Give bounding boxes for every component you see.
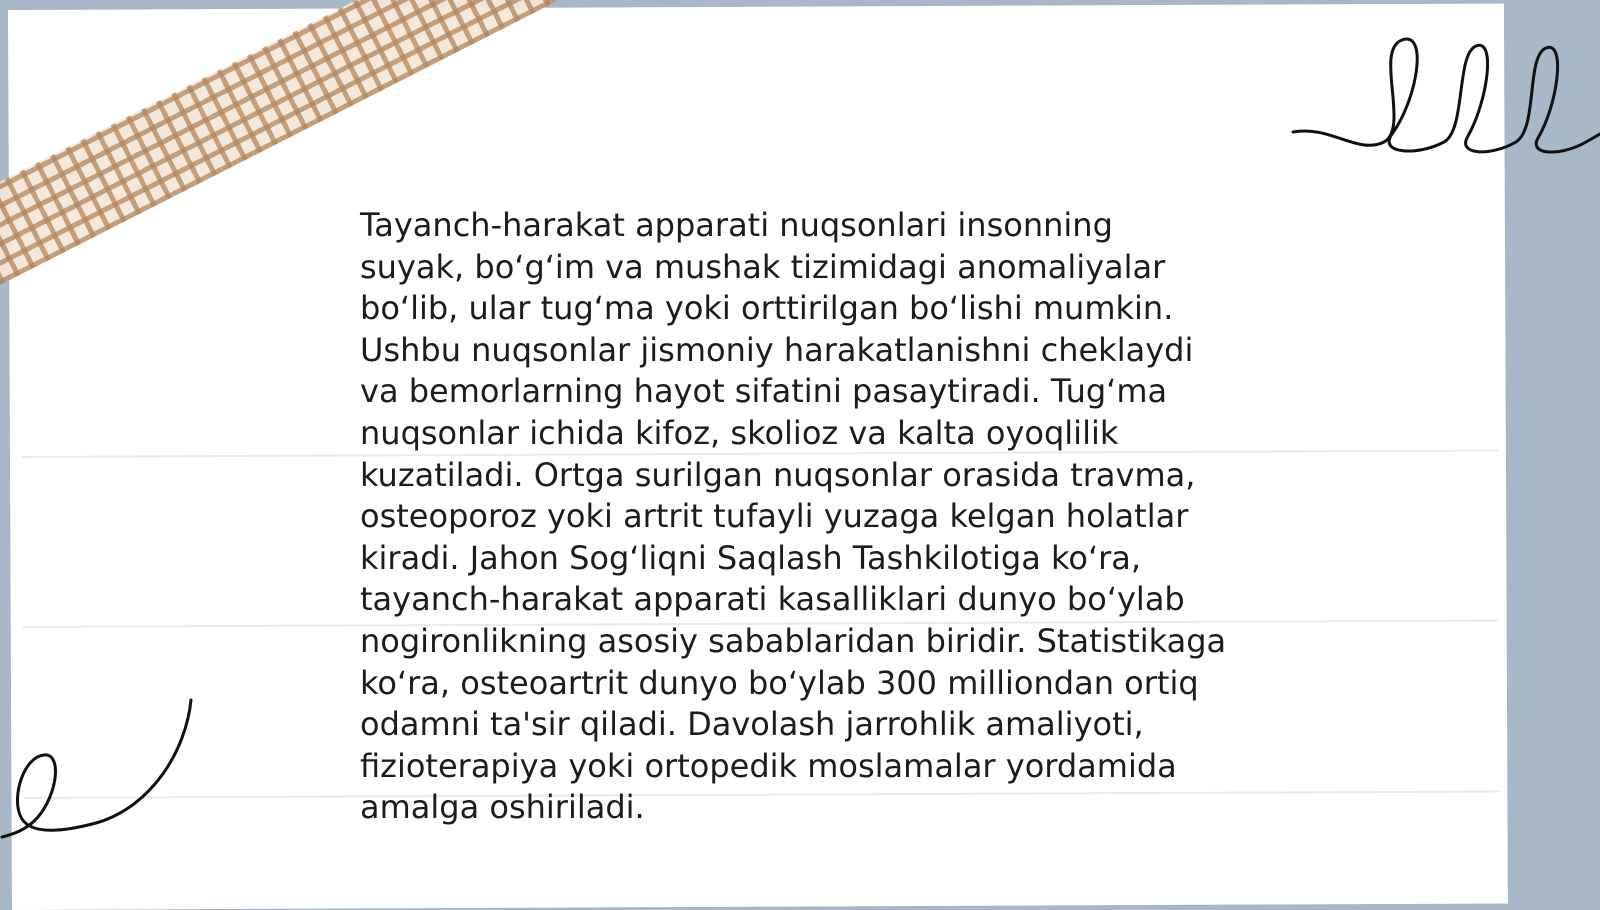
swirl-scribble-icon [0, 695, 205, 850]
body-paragraph: Tayanch-harakat apparati nuqsonlari insonning suyak, boʻgʻim va mushak tizimidagi anomaliyalar boʻlib, ular tugʻma yoki orttirilgan boʻlishi mumkin. Ushbu nuqsonlar jismoniy harakatlanishni cheklaydi va bemorlarning hayot sifatini pasaytiradi. Tugʻma nuqsonlar ichida kifoz, skolioz va kalta oyoqlilik kuzatiladi. Ortga surilgan nuqsonlar orasida travma, osteoporoz yoki artrit tufayli yuzaga kelgan holatlar kiradi. Jahon Sogʻliqni Saqlash Tashkilotiga koʻra, tayanch-harakat apparati kasalliklari dunyo boʻylab nogironlikning asosiy sabablaridan biridir. Statistikaga koʻra, osteoartrit dunyo boʻylab 300 milliondan ortiq odamni ta'sir qiladi. Davolash jarrohlik amaliyoti, fizioterapiya yoki ortopedik moslamalar yordamida amalga oshiriladi. [360, 206, 1227, 827]
loop-scribble-icon [1290, 30, 1600, 165]
